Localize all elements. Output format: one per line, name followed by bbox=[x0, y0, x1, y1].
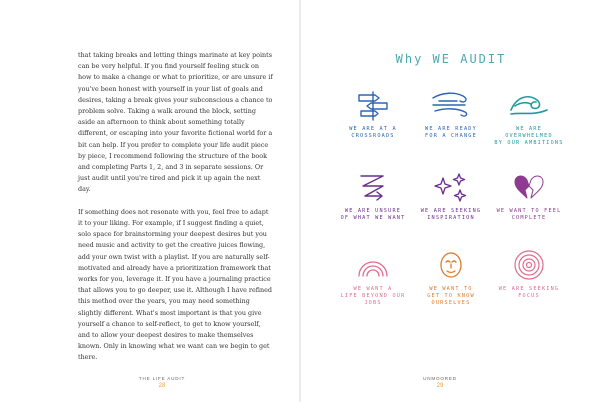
caption-line: FOCUS bbox=[518, 293, 540, 300]
caption-line: COMPLETE bbox=[511, 215, 547, 222]
page-number: 28 bbox=[158, 383, 166, 389]
running-head: UNMOORED bbox=[423, 376, 457, 381]
illustration-change bbox=[406, 88, 496, 140]
illustration-caption bbox=[406, 126, 496, 140]
right-folio bbox=[400, 376, 480, 389]
caption-line: GET TO KNOW bbox=[427, 293, 475, 300]
illustration-caption bbox=[484, 286, 574, 300]
illustration-caption bbox=[328, 286, 418, 308]
paragraph: If something does not resonate with you, feel free to adapt it to your liking. For example, if I suggest finding a quiet, solo space for brainstorming your deepest desires but you need music and activity to get the creative juices flowing, add your own twist with a playlist. If you are naturally self-motivated and already have a prioritization framework that works for you, leverage it. If you have a journaling practice that allows you to go deeper, use it. Although I have refined this method over the years, you may need something slightly different. What's most important is that you give yourself a chance to self-reflect, to get to know yourself, and to allow your deepest desires to make themselves known. Only in knowing what we want can we begin to get there. bbox=[78, 207, 273, 362]
illustration-caption bbox=[484, 126, 574, 148]
illustration-caption bbox=[406, 286, 496, 308]
illustration-caption bbox=[406, 208, 496, 222]
caption-line: LIFE BEYOND OUR bbox=[340, 293, 406, 300]
caption-line: OF WHAT WE WANT bbox=[340, 215, 406, 222]
left-folio bbox=[122, 376, 202, 389]
body-text bbox=[78, 50, 274, 375]
left-page bbox=[0, 0, 299, 402]
illustration-know-ourselves bbox=[406, 248, 496, 308]
illustration-crossroads bbox=[328, 88, 418, 140]
running-head: THE LIFE AUDIT bbox=[138, 376, 186, 381]
illustration-life-beyond-jobs bbox=[328, 248, 418, 308]
illustration-caption bbox=[484, 208, 574, 222]
caption-line: WE ARE SEEKING bbox=[498, 286, 560, 292]
caption-line: WE ARE UNSURE bbox=[344, 208, 402, 214]
page-title: Why WE AUDIT bbox=[395, 52, 507, 66]
right-page bbox=[301, 0, 600, 402]
caption-line: WE ARE bbox=[516, 126, 542, 132]
illustration-caption bbox=[328, 126, 418, 140]
crossroads-signpost-icon bbox=[353, 88, 393, 122]
zigzag-arrow-icon bbox=[353, 170, 393, 204]
illustration-complete bbox=[484, 170, 574, 222]
wave-icon bbox=[507, 88, 551, 122]
caption-line: WE WANT A bbox=[353, 286, 393, 292]
illustration-caption bbox=[328, 208, 418, 222]
caption-line: BY OUR AMBITIONS bbox=[494, 140, 564, 147]
caption-line: OVERWHELMED bbox=[505, 133, 553, 140]
caption-line: WE WANT TO FEEL bbox=[496, 208, 562, 214]
illustration-focus bbox=[484, 248, 574, 300]
spiral-focus-icon bbox=[507, 248, 551, 282]
broken-heart-icon bbox=[507, 170, 551, 204]
illustration-overwhelmed bbox=[484, 88, 574, 148]
caption-line: CROSSROADS bbox=[351, 133, 395, 140]
caption-line: WE ARE AT A bbox=[349, 126, 397, 132]
illustration-unsure bbox=[328, 170, 418, 222]
caption-line: WE ARE SEEKING bbox=[420, 208, 482, 214]
page-number: 29 bbox=[436, 383, 444, 389]
sparkles-icon bbox=[429, 170, 473, 204]
caption-line: WE ARE READY bbox=[425, 126, 477, 132]
caption-line: WE WANT TO bbox=[429, 286, 473, 292]
caption-line: JOBS bbox=[364, 300, 382, 307]
caption-line: FOR A CHANGE bbox=[425, 133, 477, 140]
sun-face-icon bbox=[429, 248, 473, 282]
wind-gust-icon bbox=[429, 88, 473, 122]
illustration-inspiration bbox=[406, 170, 496, 222]
paragraph: that taking breaks and letting things marinate at key points can be very helpful. If you find yourself feeling stuck on how to make a change or what to prioritize, or are unsure if you've been honest with yourself in your list of goals and desires, taking a break gives your subconscious a chance to problem solve. Taking a walk around the block, setting aside an afternoon to think about something totally different, or escaping into your favorite fictional world for a bit can help. If you prefer to complete your life audit piece by piece, I recommend following the structure of the book and completing Parts 1, 2, and 3 in separate sessions. Or just audit until you're tired and pick it up again the next day. bbox=[78, 51, 273, 194]
caption-line: INSPIRATION bbox=[427, 215, 475, 222]
caption-line: OURSELVES bbox=[431, 300, 471, 307]
rainbow-icon bbox=[353, 248, 393, 282]
